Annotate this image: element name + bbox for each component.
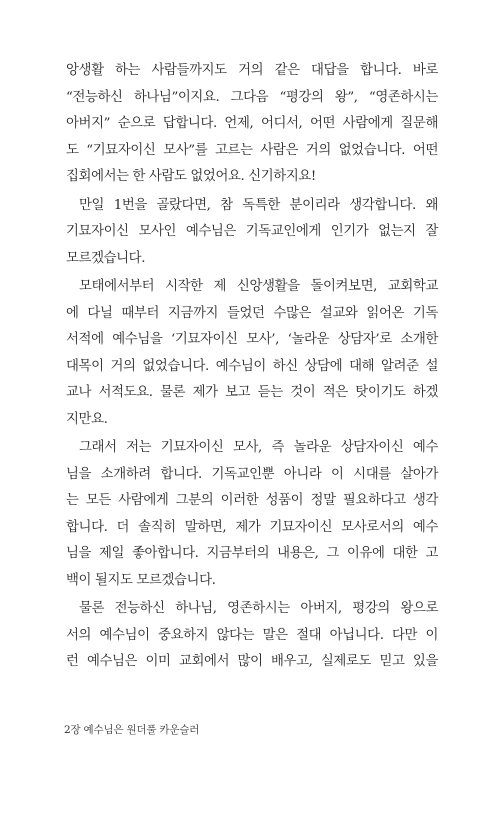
paragraph xyxy=(66,274,438,434)
paragraph xyxy=(66,193,438,273)
text-line: 백이 될지도 모르겠습니다. xyxy=(66,573,216,589)
text-line: 서적에 예수님을 ‘기묘자이신 모사’, ‘놀라운 상담자’로 소개한 xyxy=(66,332,438,348)
text-line: 에 다닐 때부터 지금까지 들었던 수많은 설교와 읽어온 기독 xyxy=(66,305,438,321)
text-line: 도 “기묘자이신 모사”를 고르는 사람은 거의 없었습니다. 어떤 xyxy=(66,142,438,158)
text-line: 모태에서부터 시작한 제 신앙생활을 돌이켜보면, 교회학교 xyxy=(79,278,438,294)
text-line: 교나 서적도요. 물론 제가 보고 듣는 것이 적은 탓이기도 하겠 xyxy=(66,385,438,401)
text-line: 님을 제일 좋아합니다. 지금부터의 내용은, 그 이유에 대한 고 xyxy=(66,546,438,562)
paragraph xyxy=(66,58,438,191)
paragraph xyxy=(66,435,438,595)
text-line: 만일 1번을 골랐다면, 참 독특한 분이리라 생각합니다. 왜 xyxy=(79,197,438,213)
text-line: 지만요. xyxy=(66,411,108,427)
text-line: 런 예수님은 이미 교회에서 많이 배우고, 실제로도 믿고 있을 xyxy=(66,654,438,670)
text-line: 기묘자이신 모사인 예수님은 기독교인에게 인기가 없는지 잘 xyxy=(66,224,438,240)
text-line: 님을 소개하려 합니다. 기독교인뿐 아니라 이 시대를 살아가 xyxy=(66,466,438,482)
text-line: 집회에서는 한 사람도 없었어요. 신기하지요! xyxy=(66,169,316,185)
body-text xyxy=(66,58,438,678)
text-line: 서의 예수님이 중요하지 않다는 말은 절대 아닙니다. 다만 이 xyxy=(66,627,438,643)
text-line: 모르겠습니다. xyxy=(66,250,146,266)
text-line: 앙생활 하는 사람들까지도 거의 같은 대답을 합니다. 바로 xyxy=(66,63,438,78)
text-line: 는 모든 사람에게 그분의 이러한 성품이 정말 필요하다고 생각 xyxy=(66,493,438,509)
text-line: 합니다. 더 솔직히 말하면, 제가 기묘자이신 모사로서의 예수 xyxy=(66,519,438,535)
text-line: 그래서 저는 기묘자이신 모사, 즉 놀라운 상담자이신 예수 xyxy=(79,440,438,456)
text-line: 아버지” 순으로 답합니다. 언제, 어디서, 어떤 사람에게 질문해 xyxy=(66,116,438,132)
running-footer: 2장 예수님은 원더풀 카운슬러 xyxy=(64,724,200,736)
paragraph xyxy=(66,596,438,676)
text-line: 대목이 거의 없었습니다. 예수님이 하신 상담에 대해 알려준 설 xyxy=(66,358,438,374)
text-line: “전능하신 하나님”이지요. 그다음 “평강의 왕”, “영존하시는 xyxy=(66,89,438,105)
text-line: 물론 전능하신 하나님, 영존하시는 아버지, 평강의 왕으로 xyxy=(79,601,438,617)
